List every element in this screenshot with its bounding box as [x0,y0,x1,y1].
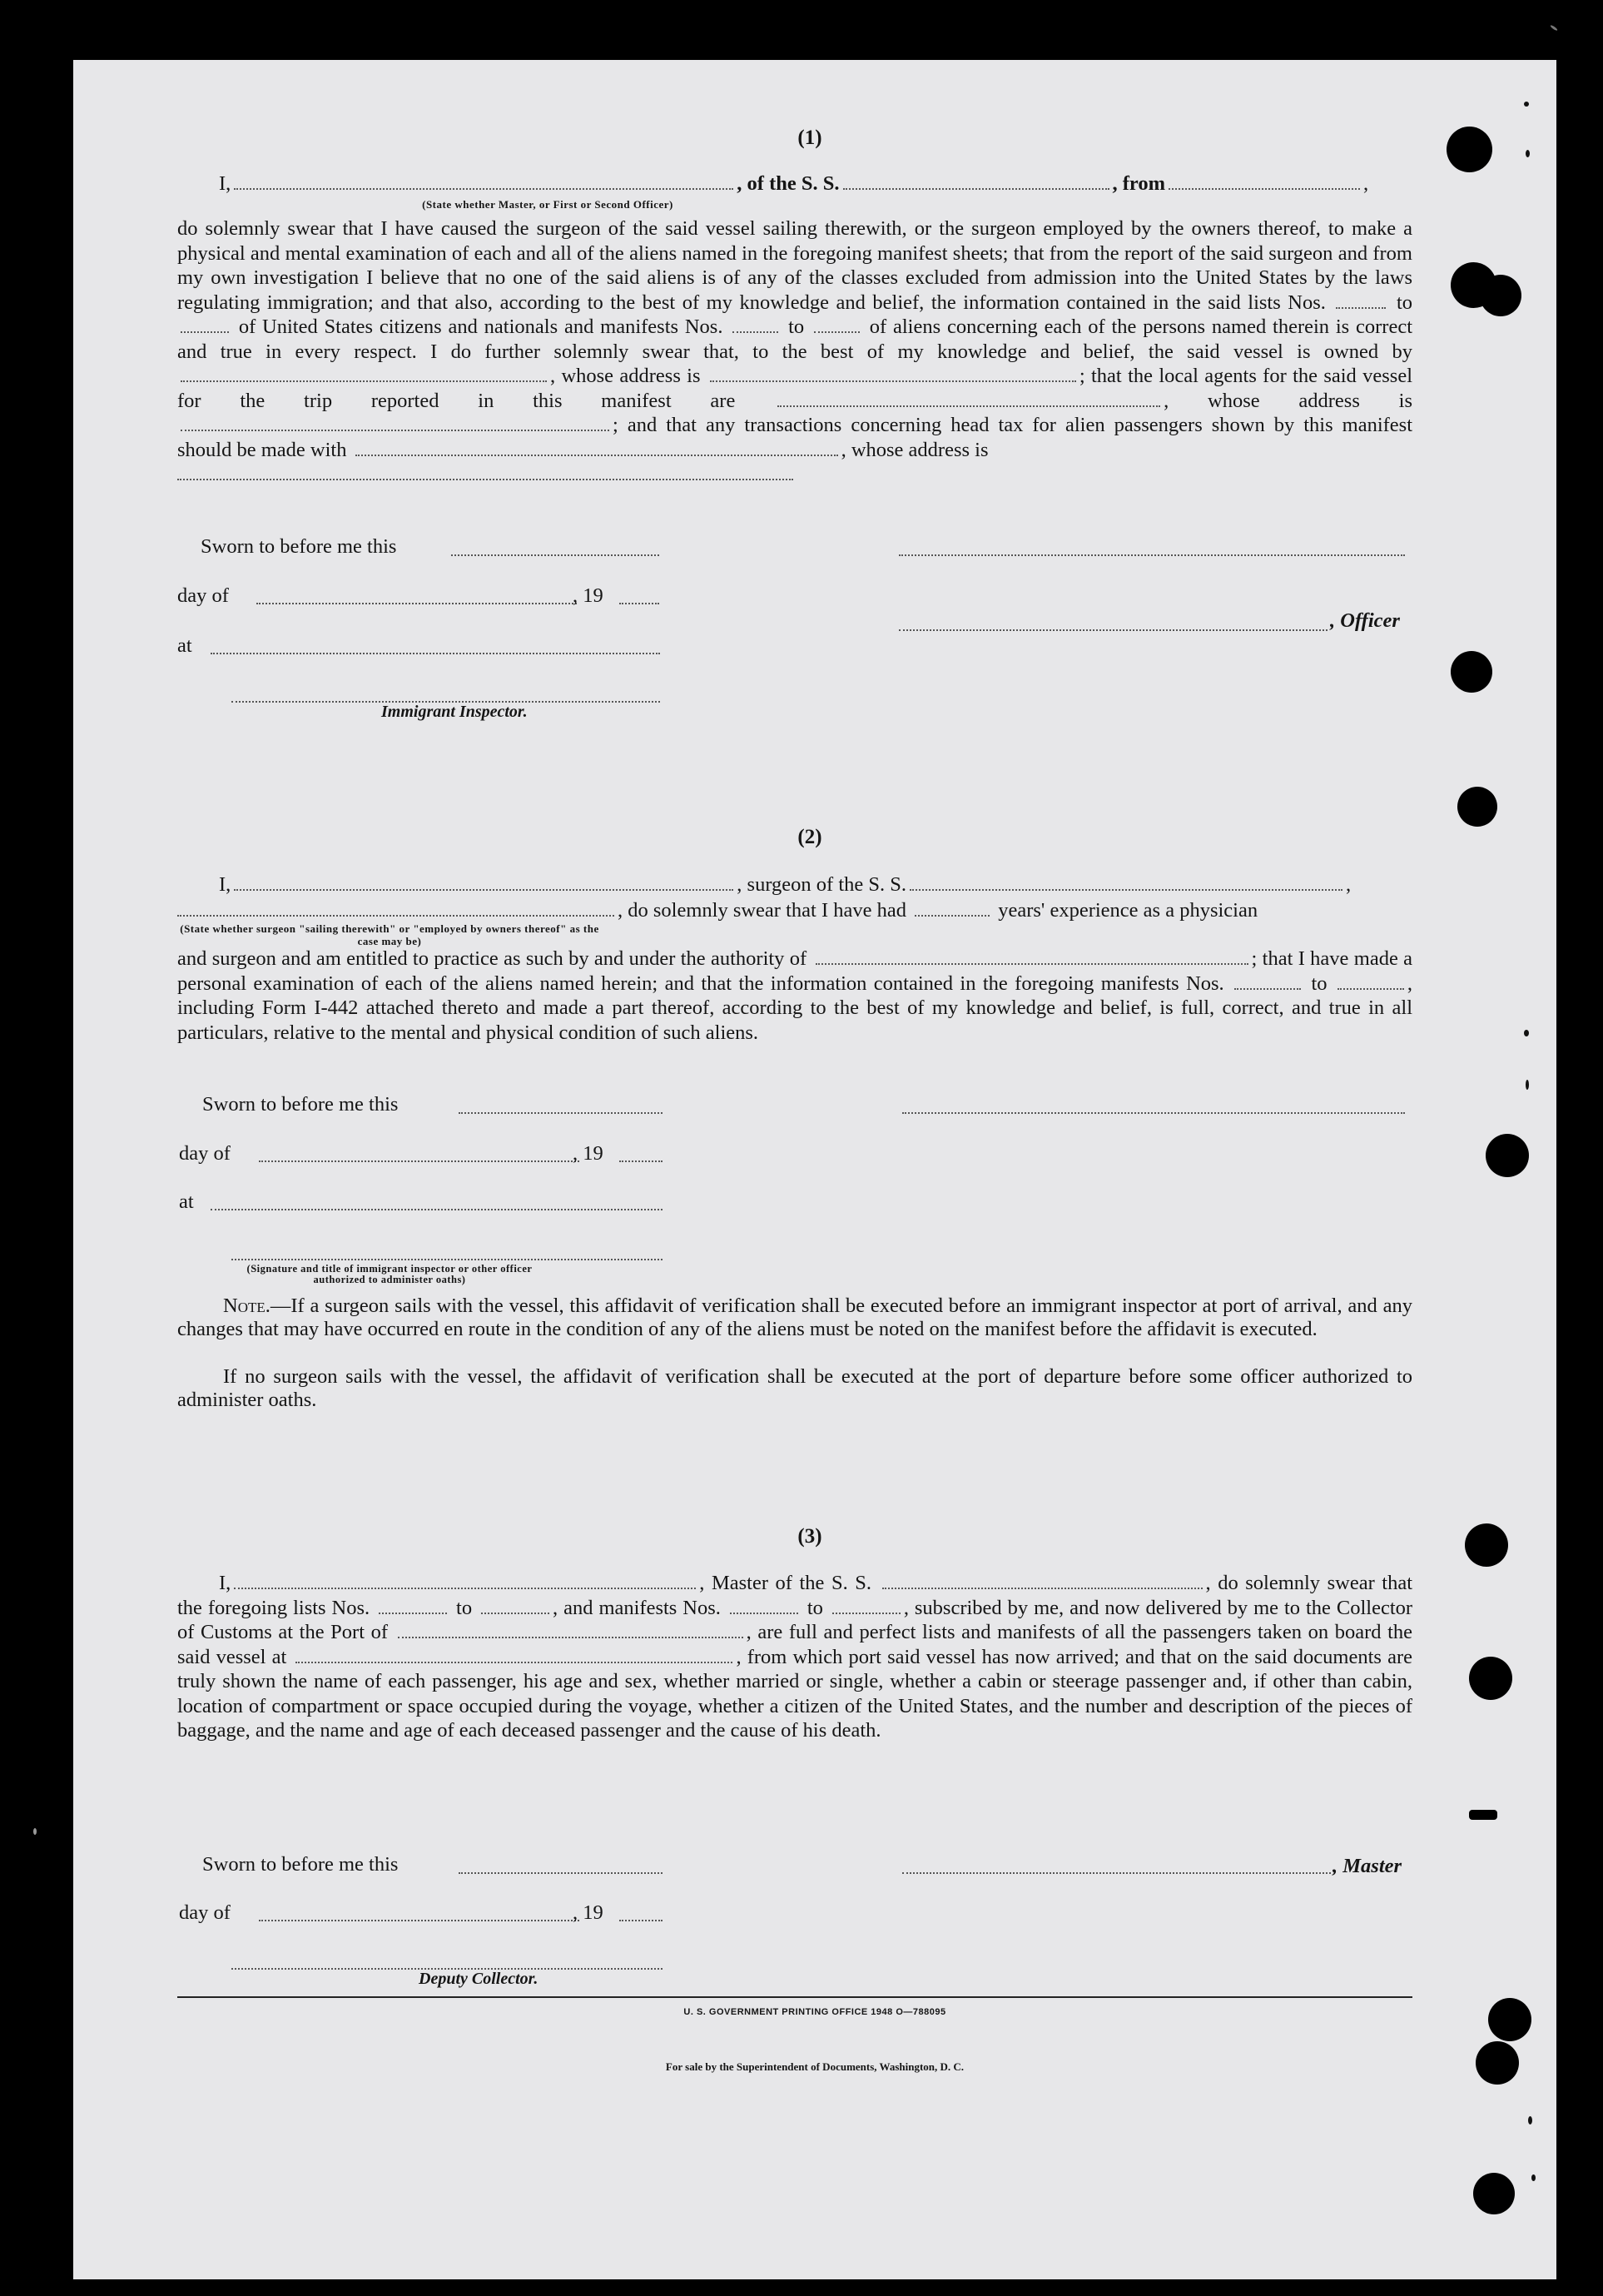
section-2-paragraph: and surgeon and am entitled to practice as such by and under the authority of ; that I have made a personal examination of each of the aliens named herein; and that the information contained in the foregoing manifests Nos. to , including Form I-442 attached thereto and made a part thereof, according to the best of my knowledge and belief, is full, correct, and true in all particulars, relative to the mental and physical condition of such aliens. [177,947,1413,1044]
s1-para-c: of aliens concerning each of the persons named therein is correct and true in every respect. I do further solemnly swear that, to the best of my knowledge and belief, the said vessel is owned by [177,316,1413,363]
binder-hole [1476,2041,1519,2085]
s2-manifest-to-field[interactable] [1337,972,1404,990]
binder-hole [1469,1657,1512,1700]
scan-mark [1469,1810,1497,1820]
s1-whose-1: , whose address is [550,365,701,387]
sale-notice: For sale by the Superintendent of Documents, Washington, D. C. [665,2060,965,2073]
s3-collector-label: Deputy Collector. [419,1970,538,1988]
s2-at-field[interactable] [211,1207,663,1210]
section-1-paragraph: do solemnly swear that I have caused the surgeon of the said vessel sailing therewith, or the surgeon employed by the owners thereof, to make a physical and mental examination of each and all of the aliens named in the foregoing manifest sheets; that from the report of the said surgeon and from my own investigation I believe that no one of the said aliens is of any of the classes excluded from admission into the United States by the laws regulating immigration; and that also, according to the best of my knowledge and belief, the information contained in the said lists Nos. to of United States citizens and nationals and manifests Nos. to of aliens concerning each of the persons named therein is correct and true in every respect. I do further solemnly swear that, to the best of my knowledge and belief, the said vessel is owned by , whose address is ; that the local agents for the said vessel for the trip reported in this manifest are , whose address is ; and that any transactions concerning head tax for alien passengers shown by this manifest should be made with , whose address is [177,216,1412,487]
s3-solemnly-label: , do solemnly [1205,1572,1321,1594]
s1-agents-address-field[interactable] [181,414,609,431]
s1-year-label: , 19 [573,584,603,607]
s1-signature-field[interactable] [899,553,1405,556]
s3-sworn-label: Sworn to before me this [202,1853,399,1876]
s2-surgeon-label: , surgeon of the S. S. [737,873,907,896]
s1-officer-label: , Officer [1330,609,1400,632]
s1-officer-field[interactable] [234,172,733,190]
s2-authority-field[interactable] [816,947,1248,965]
s1-officer-caption: (State whether Master, or First or Second Officer) [422,198,673,211]
s2-ship-field[interactable] [910,873,1342,891]
binder-hole [1488,1998,1531,2041]
s2-note-2: If no surgeon sails with the vessel, the affidavit of verification shall be executed at the port of departure before some officer authorized to administer oaths. [177,1365,1412,1411]
s1-day-field[interactable] [256,601,577,604]
s1-to-1: to [1396,291,1413,314]
scan-speck [1524,1030,1529,1036]
s3-para-b: , and manifests Nos. [553,1596,721,1619]
binder-hole [1486,1134,1529,1177]
s2-signature-caption: (Signature and title of immigrant inspector or other officer authorized to administer oaths) [246,1263,533,1285]
s3-year-field[interactable] [619,1918,663,1921]
s1-sworn-label: Sworn to before me this [201,535,397,558]
s2-manifest-from-field[interactable] [1234,972,1301,990]
s3-ship-field[interactable] [882,1572,1203,1589]
s2-surgeon-name-field[interactable] [234,873,733,891]
s1-manifests-from-field[interactable] [732,316,778,333]
s1-officer-sign-field[interactable] [899,628,1328,631]
s2-para-a: and surgeon and am entitled to practice as such by and under the authority of [177,947,807,970]
section-3-number: (3) [797,1525,822,1548]
scan-speck [1531,2174,1536,2181]
footer-rule [177,1996,1412,1998]
s2-years-label: years' experience as a physician [998,899,1258,922]
section-1-number: (1) [797,127,822,149]
s2-note-label: Note. [223,1295,270,1317]
s1-sworn-field[interactable] [451,553,659,556]
s1-day-label: day of [177,584,229,607]
s1-of-ss-label: , of the S. S. [737,172,840,195]
s2-year-field[interactable] [619,1159,663,1162]
s2-note [177,1295,1412,1341]
section-3-paragraph [177,1571,1412,1743]
s1-lists-to-field[interactable] [181,316,229,333]
s1-from-field[interactable] [1169,172,1360,190]
s2-swear-label: , do solemnly swear that I have had [618,899,906,922]
binder-hole [1465,1523,1508,1567]
s2-years-field[interactable] [915,899,990,917]
s3-manifests-to-field[interactable] [832,1597,901,1614]
printing-office-imprint: U. S. GOVERNMENT PRINTING OFFICE 1948 O—788095 [683,2007,946,2017]
s1-agents-field[interactable] [777,390,1160,407]
document-page [73,60,1556,2279]
s3-to-2: to [806,1596,823,1619]
s2-inspector-sign-field[interactable] [231,1257,663,1260]
s3-para-e: , from which port said vessel has now arrived; and that on the said documents are truly shown the name of each passenger, his age and sex, whether married or single, whether a cabin or steerage passenger and, if other than cabin, location of compartment or space occupied during the voyage, whether a citizen of the United States, and the number and description of the pieces of baggage, and the name and age of each deceased passenger and the cause of his death. [177,1645,1412,1742]
s3-para-a: swear that the foregoing lists Nos. [177,1572,1413,1619]
s2-signature-field[interactable] [902,1111,1405,1114]
s3-para-d: , are full and perfect lists and manifests of all the passengers taken on board the said vessel at [177,1621,1413,1668]
scan-speck [1526,150,1530,157]
s1-lists-from-field[interactable] [1336,291,1386,309]
s2-para-c: , including Form I-442 attached thereto and made a part thereof, according to the best of my knowledge and belief, is full, correct, and true in all particulars, relative to the mental and physical condition of such aliens. [177,972,1413,1044]
s1-owner-address-field[interactable] [710,365,1076,382]
s2-sailing-field[interactable] [177,899,614,917]
section-2-line-1: I, , surgeon of the S. S. , [219,873,1352,896]
s1-para-e: ; and that any transactions concerning head tax for alien passengers shown by this manifest should be made with [177,414,1412,461]
s2-day-label: day of [179,1142,231,1165]
s2-note-text: —If a surgeon sails with the vessel, this affidavit of verification shall be executed before an immigrant inspector at port of arrival, and any changes that may have occurred en route in the condition of any of the aliens must be noted on the manifest before the affidavit is executed. [177,1295,1412,1340]
scan-speck [1550,24,1558,31]
section-1-line-1: I, , of the S. S. , from , [219,172,1369,195]
s1-at-label: at [177,634,192,657]
scan-speck [1524,102,1529,107]
s1-headtax-field[interactable] [355,439,838,456]
s1-para-d: that the local agents for the said vessel for the trip reported in this manifest are [177,365,1412,412]
s2-day-field[interactable] [259,1159,579,1162]
s3-port-field[interactable] [398,1621,743,1638]
s3-year-label: , 19 [573,1901,603,1924]
s3-master-label: , Master of the S. S. [699,1572,871,1594]
s1-to-2: to [788,316,805,338]
binder-hole [1473,2173,1515,2214]
s2-sailing-caption: (State whether surgeon "sailing therewith" or "employed by owners thereof" as the case may be) [180,922,599,947]
binder-hole [1480,275,1521,316]
binder-hole [1451,651,1492,693]
s3-day-label: day of [179,1901,231,1924]
s3-manifests-from-field[interactable] [730,1597,798,1614]
s3-to-1: to [456,1596,473,1619]
s3-day-field[interactable] [259,1918,579,1921]
s2-i-label: I, [219,873,231,896]
s1-ship-field[interactable] [843,172,1109,190]
scan-speck [33,1828,37,1835]
s2-to: to [1311,972,1328,995]
s2-year-label: , 19 [573,1142,603,1165]
s1-whose-2: whose address is [1208,389,1412,412]
s3-boarding-field[interactable] [295,1646,732,1663]
s1-year-field[interactable] [619,601,659,604]
s1-whose-3: , whose address is [841,438,989,461]
binder-hole [1457,787,1497,827]
s3-master-name-field[interactable] [234,1572,696,1589]
s3-para-c: , subscribed by me, and now delivered by me to the Collector of Customs at the Port of [177,1596,1413,1643]
s1-para-b: of United States citizens and nationals and manifests Nos. [238,316,723,338]
s2-at-label: at [179,1190,194,1213]
scan-speck [1528,2116,1532,2125]
s2-sworn-field[interactable] [459,1111,663,1114]
s1-from-label: , from [1112,172,1165,195]
s1-at-field[interactable] [211,651,660,654]
binder-hole [1447,127,1492,172]
s1-i-label: I, [219,172,231,195]
s1-owner-field[interactable] [181,365,547,382]
scan-speck [1526,1080,1529,1090]
s3-lists-from-field[interactable] [379,1597,447,1614]
s3-i-label: I, [219,1572,231,1594]
s3-master-sign-field[interactable] [902,1871,1331,1874]
section-2-number: (2) [797,826,822,848]
s3-master-sign-label: , Master [1333,1855,1402,1877]
s3-sworn-field[interactable] [459,1871,663,1874]
s1-para-a: do solemnly swear that I have caused the surgeon of the said vessel sailing therewith, or the surgeon employed by the owners thereof, to make a physical and mental examination of each and all of the aliens named in the foregoing manifest sheets; that from the report of the said surgeon and from my own investigation I believe that no one of the said aliens is of any of the classes excluded from admission into the United States by the laws regulating immigration; and that also, according to the best of my knowledge and belief, the information contained in the said lists Nos. [177,217,1412,314]
s2-sworn-label: Sworn to before me this [202,1093,399,1116]
s2-para-b: that I have made a personal examination of each of the aliens named herein; and that the information contained in the foregoing manifests Nos. [177,947,1413,995]
section-2-line-2 [177,898,1412,923]
s1-inspector-label: Immigrant Inspector. [381,703,528,721]
s1-manifests-to-field[interactable] [814,316,860,333]
s1-headtax-address-field[interactable] [177,463,793,480]
s3-lists-to-field[interactable] [481,1597,549,1614]
